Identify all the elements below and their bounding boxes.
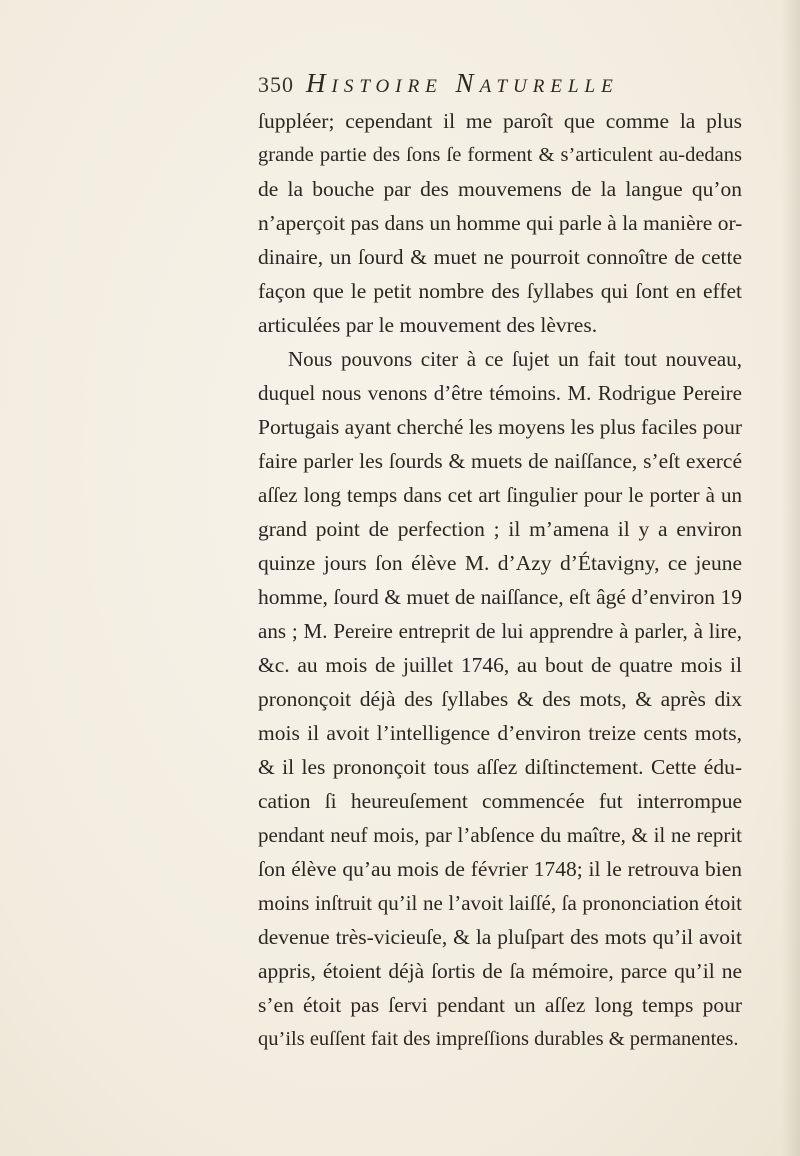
text-line: qu’ils euſſent fait des impreſſions durables & permanentes.: [258, 1028, 739, 1050]
text-line: de la bouche par des mouvemens de la langue qu’on: [258, 177, 742, 201]
text-line: cation ſi heureuſement commencée fut interrompue: [258, 789, 742, 813]
text-line: devenue très-vicieuſe, & la pluſpart des mots qu’il avoit: [258, 925, 742, 949]
text-line: grand point de perfection ; il m’amena il y a environ: [258, 517, 742, 541]
text-line: moins inſtruit qu’il ne l’avoit laiſſé, ſa prononciation étoit: [258, 891, 742, 915]
page-number: 350: [258, 72, 294, 97]
text-line: aſſez long temps dans cet art ſingulier pour le porter à un: [258, 483, 742, 507]
text-line: articulées par le mouvement des lèvres.: [258, 313, 598, 337]
text-line: & il les prononçoit tous aſſez diſtinctement. Cette édu-: [258, 755, 742, 779]
text-line: dinaire, un ſourd & muet ne pourroit connoître de cette: [258, 245, 742, 269]
text-line: Portugais ayant cherché les moyens les plus faciles pour: [258, 415, 742, 439]
text-line: homme, ſourd & muet de naiſſance, eſt âgé d’environ 19: [258, 585, 742, 609]
text-line: s’en étoit pas ſervi pendant un aſſez long temps pour: [258, 993, 742, 1017]
text-line: &c. au mois de juillet 1746, au bout de quatre mois il: [258, 653, 742, 677]
page-header: [258, 68, 718, 108]
text-line: mois il avoit l’intelligence d’environ treize cents mots,: [258, 721, 742, 745]
text-line: façon que le petit nombre des ſyllabes qui ſont en effet: [258, 279, 742, 303]
text-line: faire parler les ſourds & muets de naiſſance, s’eſt exercé: [258, 449, 742, 473]
text-line: n’aperçoit pas dans un homme qui parle à la manière or-: [258, 211, 743, 235]
text-line: ſon élève qu’au mois de février 1748; il le retrouva bien: [258, 857, 742, 881]
text-line: duquel nous venons d’être témoins. M. Rodrigue Pereire: [258, 381, 742, 405]
text-line: grande partie des ſons ſe forment & s’articulent au-dedans: [258, 144, 742, 166]
text-line: prononçoit déjà des ſyllabes & des mots, & après dix: [258, 687, 742, 711]
text-line: quinze jours ſon élève M. d’Azy d’Étavigny, ce jeune: [258, 551, 742, 575]
body-text: [258, 104, 742, 1056]
page-edge-shadow: [782, 0, 800, 1156]
text-line: ans ; M. Pereire entreprit de lui apprendre à parler, à lire,: [258, 619, 742, 643]
running-title: Histoire Naturelle: [306, 68, 619, 98]
text-line: pendant neuf mois, par l’abſence du maître, & il ne reprit: [258, 823, 742, 847]
paragraph-start-line: Nous pouvons citer à ce ſujet un fait tout nouveau,: [288, 347, 742, 371]
text-line: ſuppléer; cependant il me paroît que comme la plus: [258, 109, 742, 133]
text-line: appris, étoient déjà ſortis de ſa mémoire, parce qu’il ne: [258, 959, 742, 983]
